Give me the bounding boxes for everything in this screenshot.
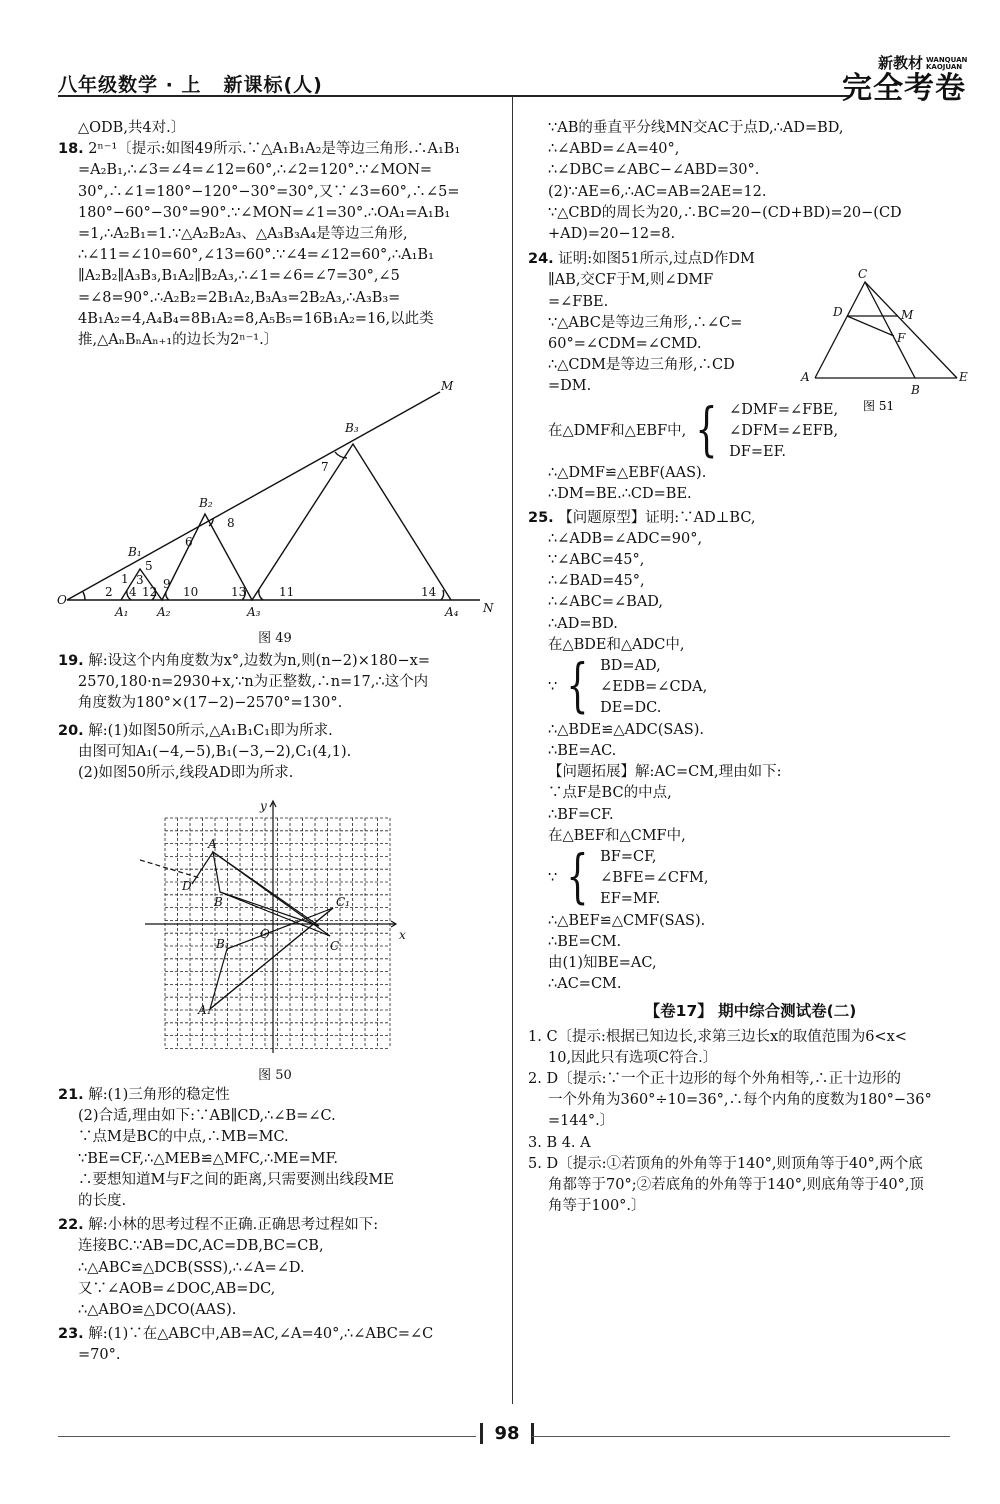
angle-5: 5 bbox=[145, 559, 153, 573]
fig51-B: B bbox=[911, 383, 920, 397]
section-title: 【卷17】 期中综合测试卷(二) bbox=[644, 1002, 857, 1021]
angle-3: 3 bbox=[136, 573, 144, 587]
fig51-A: A bbox=[801, 370, 810, 384]
question-21: 21. 解:(1)三角形的稳定性 (2)合适,理由如下:∵AB∥CD,∴∠B=∠C. ∵点M是BC的中点,∴MB=MC. ∵BE=CF,∴△MEB≌△MFC,∴ME=MF. ∴要想知道M与F之间的距离,只需要测出线段ME 的长度. bbox=[58, 1087, 394, 1210]
point-A1-label: A₁ bbox=[198, 1003, 212, 1017]
angle-10: 10 bbox=[183, 585, 199, 599]
footer-rule-right bbox=[532, 1436, 950, 1437]
header-rule bbox=[58, 95, 850, 97]
question-18: 18. 2ⁿ⁻¹〔提示:如图49所示.∵△A₁B₁A₂是等边三角形.∴A₁B₁ =A₂B₁,∴∠3=∠4=∠12=60°,∴∠2=120°.∵∠MON= 30°,∴∠1=180°−120°−30°=30°,又∵∠3=60°,∴∠5= 180°−60°−30°=90°.∵∠MON=∠1=30°.∴OA₁=A₁B₁ =1,∴A₂B₁=1.∵△A₂B₂A₃、△A₃B₃A₄是等边三角形, ∴∠11=∠10=60°,∠13=60°.∵∠4=∠12=60°,∴A₁B₁ ∥A₂B₂∥A₃B₃,B₁A₂∥B₂A₃,∴∠1=∠6=∠7=30°,∠5 =∠8=90°.∴A₂B₂=2B₁A₂,B₃A₃=2B₂A₃,∴A₃B₃= 4B₁A₂=4,A₄B₄=8B₁A₂=8,A₅B₅=16B₁A₂=16,以此类 推,△AₙBₙAₙ₊₁的边长为2ⁿ⁻¹.〕 bbox=[58, 141, 461, 349]
angle-7: 7 bbox=[321, 460, 329, 474]
fig51-D: D bbox=[833, 305, 843, 319]
fig51-C: C bbox=[858, 267, 868, 281]
angle-13: 13 bbox=[231, 585, 247, 599]
left-column-middle bbox=[58, 651, 498, 784]
question-25: 25. 【问题原型】证明:∵AD⊥BC, ∴∠ADB=∠ADC=90°, ∵∠ABC=45°, ∴∠BAD=45°, ∴∠ABC=∠BAD, ∴AD=BD. 在△BDE和△ADC中, ∵ { BD=AD, ∠EDB=∠CDA, DE=DC. ∴△BDE≌△ADC(SAS). ∴BE=AC. 【问题拓展】解:AC=CM,理由如下: ∵点F是BC的中点, ∴BF=CF. 在△BEF和△CMF中, ∵ { BF=CF, ∠BFE=∠CFM, EF=MF. ∴△BEF≌△CMF(SAS). ∴BE=CM. 由(1)知BE=AC, ∴AC=CM. bbox=[528, 508, 973, 996]
left-column-bottom bbox=[58, 1085, 498, 1367]
angle-1: 1 bbox=[121, 572, 129, 586]
question-19: 19. 解:设这个内角度数为x°,边数为n,则(n−2)×180−x= 2570,180·n=2930+x,∵n为正整数,∴n=17,∴这个内 角度数为180°×(17−2)−2570°=130°. bbox=[58, 653, 430, 712]
label-N: N bbox=[483, 601, 494, 615]
label-B2: B₂ bbox=[199, 496, 213, 510]
brand-main: 完全考卷 bbox=[842, 71, 966, 106]
page-number: 98 bbox=[480, 1423, 534, 1444]
point-C-label: C bbox=[330, 939, 340, 953]
label-A1: A₁ bbox=[115, 605, 129, 619]
q25-congruence-conditions-2: ∵ { BF=CF, ∠BFE=∠CFM, EF=MF. bbox=[548, 841, 709, 910]
point-C1-label: C₁ bbox=[336, 895, 350, 909]
brand-logo: 新教材 WANQUAN KAOJUAN 完全考卷 bbox=[842, 54, 968, 106]
figure-51 bbox=[795, 266, 975, 416]
label-A3: A₃ bbox=[247, 605, 261, 619]
angle-12: 12 bbox=[142, 585, 158, 599]
point-B1-label: B₁ bbox=[216, 937, 230, 951]
figure-51-caption: 图 51 bbox=[863, 399, 895, 413]
figure-49 bbox=[55, 380, 505, 645]
book-title: 八年级数学 · 上 新课标(人) bbox=[58, 74, 323, 96]
q25-congruence-conditions-1: ∵ { BD=AD, ∠EDB=∠CDA, DE=DC. bbox=[548, 651, 708, 720]
axis-y-label: y bbox=[260, 799, 267, 813]
angle-2: 2 bbox=[105, 585, 113, 599]
figure-50 bbox=[140, 798, 410, 1060]
q24-congruence-conditions: 在△DMF和△EBF中, { ∠DMF=∠FBE, ∠DFM=∠EFB, DF=EF. bbox=[548, 394, 839, 463]
angle-11: 11 bbox=[279, 585, 295, 599]
point-D-label: D bbox=[182, 879, 192, 893]
answers-17: 1. C〔提示:根据已知边长,求第三边长x的取值范围为6<x< 10,因此只有选项C符合.〕 2. D〔提示:∵一个正十边形的每个外角相等,∴正十边形的 一个外角为360°÷10=36°,∴每个内角的度数为180°−36° =144°.〕 3. B 4. A 5. D〔提示:①若顶角的外角等于140°,则顶角等于40°,两个底 角都等于70°;②若底角的外角等于140°,则底角等于40°,顶 角等于100°.〕 bbox=[528, 1028, 932, 1215]
angle-4: 4 bbox=[129, 585, 137, 599]
fig51-E: E bbox=[959, 370, 968, 384]
fig51-M: M bbox=[901, 308, 914, 322]
point-A-label: A bbox=[208, 837, 217, 851]
angle-14: 14 bbox=[421, 585, 437, 599]
label-O: O bbox=[57, 593, 67, 607]
question-23: 23. 解:(1)∵在△ABC中,AB=AC,∠A=40°,∴∠ABC=∠C =70°. bbox=[58, 1326, 434, 1364]
label-B3: B₃ bbox=[345, 421, 359, 435]
fig51-F: F bbox=[897, 331, 906, 345]
label-M: M bbox=[441, 380, 454, 393]
footer-rule-left bbox=[58, 1436, 476, 1437]
column-divider bbox=[512, 96, 513, 1404]
figure-50-caption: 图 50 bbox=[258, 1068, 292, 1083]
question-20: 20. 解:(1)如图50所示,△A₁B₁C₁即为所求. 由图可知A₁(−4,−5),B₁(−3,−2),C₁(4,1). (2)如图50所示,线段AD即为所求. bbox=[58, 722, 352, 782]
origin-label: O bbox=[260, 927, 270, 941]
label-A4: A₄ bbox=[445, 605, 459, 619]
label-B1: B₁ bbox=[128, 545, 142, 559]
angle-8: 8 bbox=[227, 516, 235, 530]
axis-x-label: x bbox=[399, 928, 406, 942]
label-A2: A₂ bbox=[157, 605, 171, 619]
question-22: 22. 解:小林的思考过程不正确.正确思考过程如下: 连接BC.∵AB=DC,AC=DB,BC=CB, ∴△ABC≌△DCB(SSS),∴∠A=∠D. 又∵∠AOB=∠DOC,AB=DC, ∴△ABO≌△DCO(AAS). bbox=[58, 1217, 379, 1319]
question-24: 24. 证明:如图51所示,过点D作DM ∥AB,交CF于M,则∠DMF =∠FBE. ∵△ABC是等边三角形,∴∠C= 60°=∠CDM=∠CMD. ∴△CDM是等边三角形,∴CD =DM. 在△DMF和△EBF中, { ∠DMF=∠FBE, ∠DFM=∠EFB, DF=EF. ∴△DMF≌△EBF(AAS). ∴DM=BE.∴CD=BE. bbox=[528, 249, 973, 505]
left-column bbox=[58, 118, 498, 351]
book-subtitle: 新课标(人) bbox=[223, 74, 323, 96]
question-23-continued: ∵AB的垂直平分线MN交AC于点D,∴AD=BD, ∴∠ABD=∠A=40°, ∴∠DBC=∠ABC−∠ABD=30°. (2)∵AE=6,∴AC=AB=2AE=12. ∵△CBD的周长为20,∴BC=20−(CD+BD)=20−(CD +AD)=20−12=8. bbox=[548, 120, 902, 243]
angle-9: 9 bbox=[163, 577, 171, 591]
continuation-line: △ODB,共4对.〕 bbox=[78, 120, 186, 136]
figure-49-caption: 图 49 bbox=[258, 631, 292, 646]
point-B-label: B bbox=[214, 895, 223, 909]
angle-6: 6 bbox=[185, 535, 193, 549]
